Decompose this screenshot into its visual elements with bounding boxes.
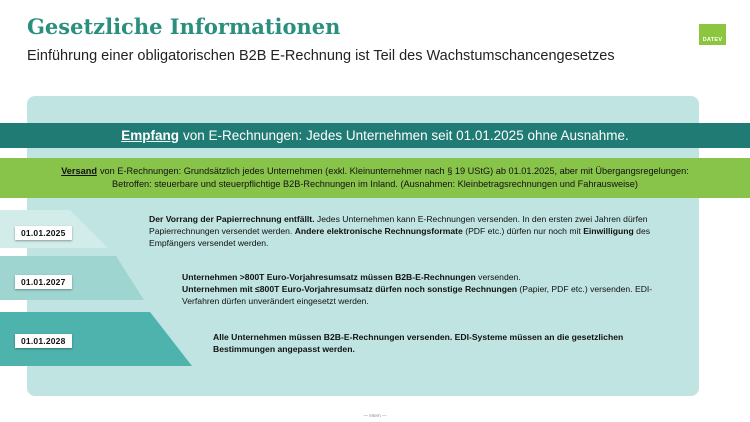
footer-classification: — Intern — (363, 413, 387, 418)
page-title: Gesetzliche Informationen (27, 14, 341, 39)
page-subtitle: Einführung einer obligatorischen B2B E-Rechnung ist Teil des Wachstumschancengesetzes (27, 48, 615, 64)
date-badge-2025: 01.01.2025 (15, 226, 72, 240)
step-text-segment: (Papier, PDF etc.) versenden. EDI-Verfahren dürfen unverändert eingesetzt werden. (182, 284, 653, 306)
step-text-segment: Einwilligung (583, 226, 634, 236)
date-badge-2027: 01.01.2027 (15, 275, 72, 289)
step-text-segment: (PDF etc.) dürfen nur noch mit (462, 226, 584, 236)
step-text-2027 (182, 271, 682, 307)
receive-keyword: Empfang (121, 128, 179, 143)
send-line-1-text: von E-Rechnungen: Grundsätzlich jedes Unternehmen (exkl. Kleinunternehmer nach § 19 UStG) ab 01.01.2025, aber mit Übergangsregelungen: (99, 166, 689, 176)
step-text-2025 (149, 213, 689, 249)
step-text-segment: Unternehmen >800T Euro-Vorjahresumsatz müssen B2B-E-Rechnungen (182, 272, 476, 282)
logo-text: DATEV (702, 37, 723, 43)
step-text-segment: versenden. (475, 272, 521, 282)
receive-text: von E-Rechnungen: Jedes Unternehmen seit 01.01.2025 ohne Ausnahme. (182, 128, 629, 143)
step-text-segment: Alle Unternehmen müssen B2B-E-Rechnungen versenden. EDI-Systeme müssen an die gesetzlichen Bestimmungen angepasst werden. (213, 332, 624, 354)
step-text-segment: Unternehmen mit ≤800T Euro-Vorjahresumsatz dürfen noch sonstige Rechnungen (182, 284, 517, 294)
step-text-segment: Der Vorrang der Papierrechnung entfällt. (149, 214, 315, 224)
send-keyword: Versand (61, 166, 97, 176)
date-badge-2028: 01.01.2028 (15, 334, 72, 348)
step-text-segment: des Empfängers versendet werden. (149, 226, 651, 248)
step-text-2028 (213, 331, 653, 355)
send-line-2: Betroffen: steuerbare und steuerpflichtige B2B-Rechnungen im Inland. (Ausnahmen: Kleinbetragsrechnungen und Fahrausweise) (112, 179, 638, 189)
step-text-segment: Jedes Unternehmen kann E-Rechnungen versenden. In den ersten zwei Jahren dürfen Papierrechnungen versendet werden. (149, 214, 648, 236)
step-text-segment: Andere elektronische Rechnungsformate (294, 226, 463, 236)
